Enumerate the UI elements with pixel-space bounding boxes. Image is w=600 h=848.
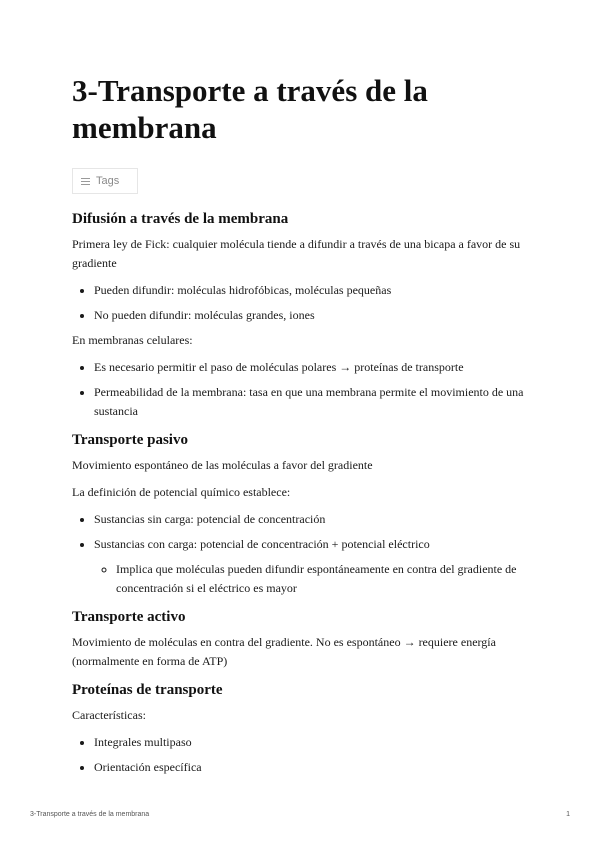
tags-property[interactable] (72, 168, 138, 194)
list-item-text: • Pueden difundir: moléculas hidrofóbicas, moléculas pequeñas (94, 283, 392, 297)
paragraph: Características: (72, 708, 146, 722)
list-item (94, 733, 532, 752)
paragraph: Movimiento espontáneo de las moléculas a favor del gradiente (72, 458, 373, 472)
page-title: 3-Transporte a través de la membrana (72, 73, 428, 145)
list-item (94, 758, 532, 777)
list-item (94, 358, 532, 377)
heading-proteinas: Proteínas de transporte (72, 682, 223, 698)
list-item (94, 281, 532, 300)
bullet-list (72, 733, 532, 777)
heading-difusion: Difusión a través de la membrana (72, 211, 289, 227)
paragraph: La definición de potencial químico establece: (72, 485, 291, 499)
paragraph: Primera ley de Fick: cualquier molécula tiende a difundir a través de una bicapa a favor de su gradiente (72, 237, 521, 270)
list-item-text: ◦ Implica que moléculas pueden difundir espontáneamente en contra del gradiente de concentración si el eléctrico es mayor (116, 562, 517, 595)
list-item-text: • Sustancias con carga: potencial de concentración + potencial eléctrico (94, 537, 430, 551)
heading-activo: Transporte activo (72, 609, 186, 625)
page-content (72, 200, 532, 783)
tags-label: Tags (96, 175, 120, 187)
list-item (94, 510, 532, 529)
footer-page-number: 1 (566, 811, 570, 818)
list-item (94, 535, 532, 598)
list-item-text: • Integrales multipaso (94, 735, 192, 749)
list-item-text: • Sustancias sin carga: potencial de concentración (94, 512, 326, 526)
list-icon (81, 176, 90, 187)
list-item-text: • Permeabilidad de la membrana: tasa en que una membrana permite el movimiento de una sustancia (94, 385, 524, 418)
heading-pasivo: Transporte pasivo (72, 432, 188, 448)
sub-list-item (116, 560, 532, 598)
bullet-list (72, 510, 532, 598)
list-item-text: • Orientación específica (94, 760, 202, 774)
sub-bullet-list (94, 560, 532, 598)
paragraph: Movimiento de moléculas en contra del gradiente. No es espontáneo → requiere energía (normalmente en forma de ATP) (72, 635, 496, 668)
list-item-text: • Es necesario permitir el paso de moléculas polares → proteínas de transporte (94, 360, 464, 374)
list-item (94, 383, 532, 421)
list-item (94, 306, 532, 325)
paragraph: En membranas celulares: (72, 333, 193, 347)
bullet-list (72, 281, 532, 325)
footer-title: 3-Transporte a través de la membrana (30, 811, 150, 818)
bullet-list (72, 358, 532, 421)
list-item-text: • No pueden difundir: moléculas grandes, iones (94, 308, 315, 322)
